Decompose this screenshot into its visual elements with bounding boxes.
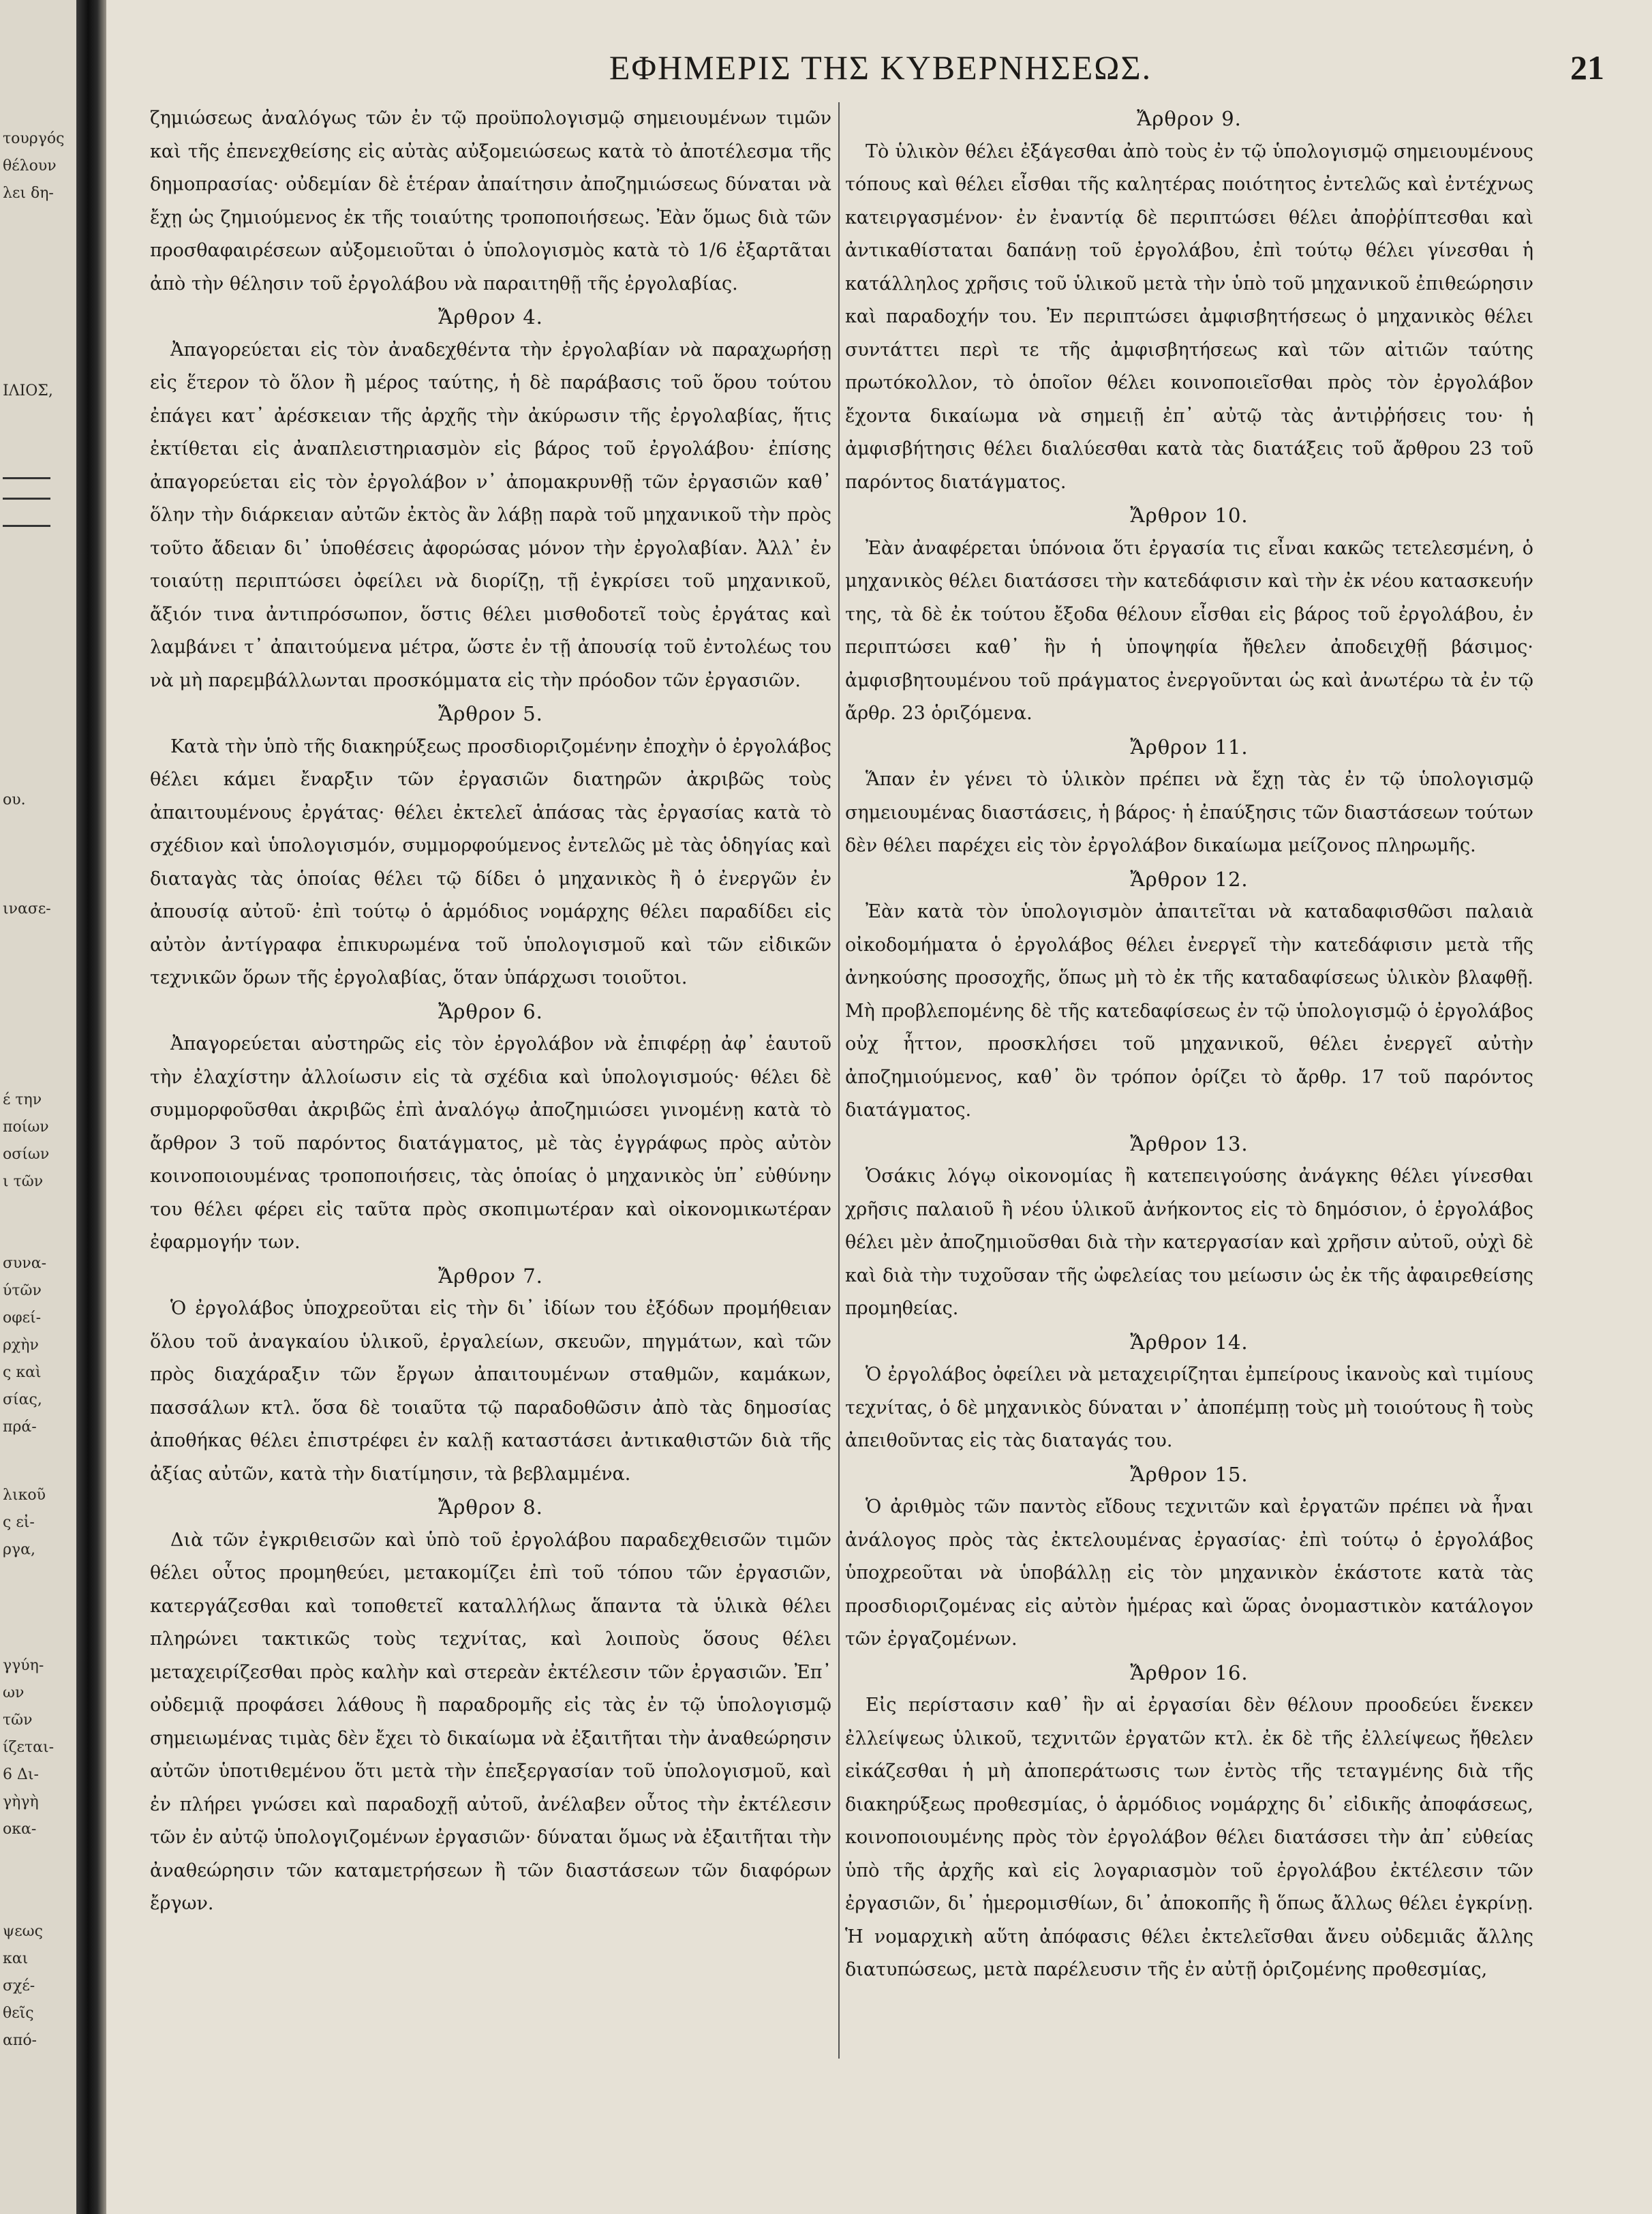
- left-articles: [150, 301, 831, 1921]
- article-text: Ἀπαγορεύεται εἰς τὸν ἀναδεχθέντα τὴν ἐργολαβίαν νὰ παραχωρήσῃ εἰς ἕτερον τὸ ὅλον ἢ μέρος ταύτης, ἡ δὲ παράβασις τοῦ ὅρου τούτου ἐπάγει κατ᾽ ἀρέσκειαν τῆς ἀρχῆς τὴν ἀκύρωσιν τῆς ἐργολαβίας, ἥτις ἐκτίθεται εἰς ἀναπλειστηριασμὸν εἰς βάρος τοῦ ἐργολάβου· ἐπίσης ἀπαγορεύεται εἰς τὸν ἐργολάβον ν᾽ ἀπομακρυνθῇ τῶν ἐργασιῶν καθ᾽ ὅλην τὴν διάρκειαν αὐτῶν ἐκτὸς ἂν λάβῃ παρὰ τοῦ μηχανικοῦ τὴν πρὸς τοῦτο ἄδειαν δι᾽ ὑποθέσεις ἀφορώσας μόνον τὴν ἐργολαβίαν. Ἀλλ᾽ ἐν τοιαύτῃ περιπτώσει ὀφείλει νὰ διορίζῃ, τῇ ἐγκρίσει τοῦ μηχανικοῦ, ἄξιόν τινα ἀντιπρόσωπον, ὅστις θέλει μισθοδοτεῖ τοὺς ἐργάτας καὶ λαμβάνει τ᾽ ἀπαιτούμενα μέτρα, ὥστε ἐν τῇ ἀπουσίᾳ τοῦ ἐντολέως του νὰ μὴ παρεμβάλλωνται προσκόμματα εἰς τὴν πρόοδον τῶν ἐργασιῶν.: [150, 339, 831, 691]
- article-text: Ἐὰν ἀναφέρεται ὑπόνοια ὅτι ἐργασία τις εἶναι κακῶς τετελεσμένη, ὁ μηχανικὸς θέλει διατάσσει τὴν κατεδάφισιν καὶ τὴν ἐκ νέου κατασκευήν της, τὰ δὲ ἐκ τούτου ἔξοδα θέλουν εἶσθαι εἰς βάρος τοῦ ἐργολάβου, ἐν περιπτώσει καθ᾽ ἣν ἡ ὑποψηφία ἤθελεν ἀποδειχθῇ βάσιμος· ἀμφισβητουμένου τοῦ πράγματος ἐνεργοῦνται ὡς καὶ ἀνωτέρω τὰ ἐν τῷ ἄρθρ. 23 ὁριζόμενα.: [845, 537, 1533, 724]
- right-articles: [845, 102, 1533, 1987]
- gutter-fragment: θεῖς: [3, 2005, 34, 2022]
- gutter-fragment: και: [3, 1950, 29, 1967]
- gutter-fragment: γὴγὴ: [3, 1793, 39, 1810]
- gutter-fragment: ύτῶν: [3, 1282, 42, 1299]
- gutter-fragment: ίζεται-: [3, 1739, 55, 1756]
- gutter-fragment: λει δη-: [3, 185, 54, 202]
- article-text: Διὰ τῶν ἐγκριθεισῶν καὶ ὑπὸ τοῦ ἐργολάβου παραδεχθεισῶν τιμῶν θέλει οὗτος προμηθεύει, μετακομίζει ἐπὶ τοῦ τόπου τῶν ἐργασιῶν, κατεργάζεσθαι καὶ τοποθετεῖ καταλλήλως ἅπαντα τὰ ὑλικὰ θέλει πληρώνει τακτικῶς τοὺς τεχνίτας, καὶ λοιποὺς ὅσους θέλει μεταχειρίζεσθαι πρὸς καλὴν καὶ στερεὰν ἐκτέλεσιν τῶν ἐργασιῶν. Ἐπ᾽ οὐδεμιᾷ προφάσει λάθους ἢ παραδρομῆς εἰς τὰς ἐν τῷ ὑπολογισμῷ σημειωμένας τιμὰς δὲν ἔχει τὸ δικαίωμα νὰ ἐξαιτῆται τὴν ἀναθεώρησιν αὐτῶν ὑποτιθεμένου ὅτι μετὰ τὴν ἐπεξεργασίαν τοῦ ὑπολογισμοῦ, καὶ ἐν πλήρει γνώσει καὶ παραδοχῇ αὐτοῦ, ἀνέλαβεν οὗτος τὴν ἐκτέλεσιν τῶν ἐν αὐτῷ ὑπολογιζομένων ἐργασιῶν· δύναται ὅμως νὰ ἐξαιτῆται τὴν ἀναθεώρησιν τῶν καταμετρήσεων ἢ τῶν διαστάσεων τῶν διαφόρων ἔργων.: [150, 1529, 831, 1914]
- left-column: [150, 102, 831, 1921]
- article-heading: Ἄρθρον 8.: [438, 1496, 543, 1519]
- gutter-fragment: ρχὴν: [3, 1337, 39, 1354]
- gutter-fragment: ς καὶ: [3, 1364, 42, 1381]
- article-heading: Ἄρθρον 5.: [438, 702, 543, 725]
- gutter-fragment: ψεως: [3, 1923, 43, 1940]
- article-heading: Ἄρθρον 14.: [1130, 1330, 1249, 1354]
- gutter-fragment: ργα,: [3, 1541, 35, 1558]
- newspaper-page: [109, 0, 1652, 2214]
- article-heading: Ἄρθρον 4.: [438, 305, 543, 329]
- gutter-rule: [3, 477, 50, 479]
- page-header: [109, 48, 1652, 95]
- article-heading: Ἄρθρον 6.: [438, 999, 543, 1023]
- gutter-fragment: ινασε-: [3, 900, 51, 918]
- article-text: Τὸ ὑλικὸν θέλει ἐξάγεσθαι ἀπὸ τοὺς ἐν τῷ ὑπολογισμῷ σημειουμένους τόπους καὶ θέλει εἶσθαι τῆς καλητέρας ποιότητος ἐντελῶς καὶ ἐντέχνως κατειργασμένον· ἐν ἐναντίᾳ δὲ περιπτώσει θέλει ἀποῤῥίπτεσθαι καὶ ἀντικαθίσταται δαπάνῃ τοῦ ἐργολάβου, ἐπὶ τούτῳ θέλει γίνεσθαι ἡ κατάλληλος χρῆσις τοῦ ὑλικοῦ μετὰ τὴν ὑπὸ τοῦ μηχανικοῦ ἐπιθεώρησιν καὶ παραδοχήν του. Ἐν περιπτώσει ἀμφισβητήσεως ὁ μηχανικὸς θέλει συντάττει περὶ τε τῆς ἀμφισβητήσεως καὶ τῶν αἰτιῶν ταύτης πρωτόκολλον, τὸ ὁποῖον θέλει κοινοποιεῖσθαι πρὸς τὸν ἐργολάβον ἔχοντα δικαίωμα νὰ σημειῇ ἐπ᾽ αὐτῷ τὰς ἀντιῤῥήσεις του· ἡ ἀμφισβήτησις θέλει διαλύεσθαι κατὰ τὰς διατάξεις τοῦ ἄρθρου 23 τοῦ παρόντος διατάγματος.: [845, 140, 1533, 493]
- gutter-fragment: οκα-: [3, 1821, 37, 1838]
- gutter-rule: [3, 525, 50, 527]
- article-text: Ἐὰν κατὰ τὸν ὑπολογισμὸν ἀπαιτεῖται νὰ καταδαφισθῶσι παλαιὰ οἰκοδομήματα ὁ ἐργολάβος θέλει ἐνεργεῖ τὴν κατεδάφισιν μετὰ τῆς ἀνηκούσης προσοχῆς, ὅπως μὴ τὸ ἐκ τῆς καταδαφίσεως ὑλικὸν βλαφθῇ. Μὴ προβλεπομένης δὲ τῆς κατεδαφίσεως ἐν τῷ ὑπολογισμῷ ὁ ἐργολάβος οὐχ ἧττον, προσκλήσει τοῦ μηχανικοῦ, θέλει ἐνεργεῖ αὐτὴν ἀποζημιούμενος, καθ᾽ ὃν τρόπον ὁρίζει τὸ ἄρθρ. 17 τοῦ παρόντος διατάγματος.: [845, 901, 1533, 1121]
- gutter-fragment: ς εἰ-: [3, 1514, 35, 1531]
- article-heading: Ἄρθρον 9.: [1137, 107, 1242, 130]
- article-text: Κατὰ τὴν ὑπὸ τῆς διακηρύξεως προσδιοριζομένην ἐποχὴν ὁ ἐργολάβος θέλει κάμει ἔναρξιν τῶν ἐργασιῶν διατηρῶν ἀκριβῶς τοὺς ἀπαιτουμένους ἐργάτας· θέλει ἐκτελεῖ ἁπάσας τὰς ἐργασίας κατὰ τὸ σχέδιον καὶ ὑπολογισμόν, συμμορφούμενος ἐντελῶς μὲ τὰς ὁδηγίας καὶ διαταγὰς τὰς ὁποίας θέλει τῷ δίδει ὁ μηχανικὸς ἢ ὁ ἐνεργῶν ἐν ἀπουσίᾳ αὐτοῦ· ἐπὶ τούτῳ ὁ ἁρμόδιος νομάρχης θέλει παραδίδει εἰς αὐτὸν ἀντίγραφα ἐπικυρωμένα τοῦ ὑπολογισμοῦ καὶ τῶν εἰδικῶν τεχνικῶν ὅρων τῆς ἐργολαβίας, ὅταν ὑπάρχωσι τοιοῦτοι.: [150, 736, 831, 988]
- gutter-fragment: σίας,: [3, 1391, 42, 1408]
- gutter-fragment: οσίων: [3, 1146, 50, 1163]
- gutter-fragment: ποίων: [3, 1119, 49, 1136]
- gutter-fragment: οφεί-: [3, 1309, 42, 1326]
- right-column: [845, 102, 1533, 1987]
- page-number: 21: [1570, 48, 1604, 87]
- article-text: Ὁσάκις λόγῳ οἰκονομίας ἢ κατεπειγούσης ἀνάγκης θέλει γίνεσθαι χρῆσις παλαιοῦ ἢ νέου ὑλικοῦ ἀνήκοντος εἰς τὸ δημόσιον, ὁ ἐργολάβος θέλει μὲν ἀποζημιοῦσθαι διὰ τὴν κατεργασίαν καὶ χρῆσιν αὐτοῦ, οὐχὶ δὲ καὶ διὰ τὴν τυχοῦσαν τῆς ὠφελείας του μείωσιν ὡς ἐκ τῆς ἀφαιρεθείσης προμηθείας.: [845, 1166, 1533, 1319]
- gutter-fragment: γγύη-: [3, 1657, 44, 1674]
- gutter-fragment: 6 Δι-: [3, 1766, 39, 1783]
- article-heading: Ἄρθρον 11.: [1130, 735, 1249, 759]
- gutter-fragment: σχέ-: [3, 1977, 35, 1995]
- gutter-fragment: πρά-: [3, 1419, 37, 1436]
- article-heading: Ἄρθρον 12.: [1130, 867, 1249, 891]
- gutter-fragment: από-: [3, 2032, 37, 2049]
- gutter-fragment: ΙΛΙΟΣ,: [3, 382, 53, 399]
- gutter-fragment: λικοῦ: [3, 1487, 46, 1504]
- gutter-fragment: τῶν: [3, 1712, 33, 1729]
- book-spine-shadow: [76, 0, 106, 2214]
- facing-page-gutter: [0, 0, 82, 2214]
- article-heading: Ἄρθρον 10.: [1130, 504, 1249, 527]
- article-heading: Ἄρθρον 7.: [438, 1264, 543, 1288]
- gutter-fragment: ων: [3, 1684, 25, 1701]
- gutter-fragment: έ την: [3, 1091, 42, 1108]
- gutter-rule: [3, 498, 50, 500]
- gutter-fragment: τουργός: [3, 130, 65, 147]
- article-text: Ὁ ἀριθμὸς τῶν παντὸς εἴδους τεχνιτῶν καὶ ἐργατῶν πρέπει νὰ ἦναι ἀνάλογος πρὸς τὰς ἐκτελουμένας ἐργασίας· ἐπὶ τούτῳ ὁ ἐργολάβος ὑποχρεοῦται νὰ ὑποβάλλῃ εἰς τὸν μηχανικὸν ἑκάστοτε κατὰ τὰς προσδιοριζομένας εἰς αὐτὸν ἡμέρας καὶ ὥρας ὀνομαστικὸν κατάλογον τῶν ἐργαζομένων.: [845, 1496, 1533, 1650]
- article-heading: Ἄρθρον 16.: [1130, 1660, 1249, 1684]
- running-title: ΕΦΗΜΕΡΙΣ ΤΗΣ ΚΥΒΕΡΝΗΣΕΩΣ.: [609, 48, 1152, 87]
- column-divider: [838, 102, 840, 2059]
- article-text: Ἀπαγορεύεται αὐστηρῶς εἰς τὸν ἐργολάβον νὰ ἐπιφέρῃ ἀφ᾽ ἑαυτοῦ τὴν ἐλαχίστην ἀλλοίωσιν εἰς τὰ σχέδια καὶ ὑπολογισμούς· θέλει δὲ συμμορφοῦσθαι ἀκριβῶς ἐπὶ ἀναλόγῳ ἀποζημιώσει γινομένῃ κατὰ τὸ ἄρθρον 3 τοῦ παρόντος διατάγματος, μὲ τὰς ἐγγράφως πρὸς αὐτὸν κοινοποιουμένας τροποποιήσεις, τὰς ὁποίας ὁ μηχανικὸς ὑπ᾽ εὐθύνην του θέλει φέρει εἰς ταῦτα πρὸς σκοπιμωτέραν καὶ οἰκονομικωτέραν ἐφαρμογήν των.: [150, 1033, 831, 1253]
- article-text: Εἰς περίστασιν καθ᾽ ἣν αἱ ἐργασίαι δὲν θέλουν προοδεύει ἕνεκεν ἐλλείψεως ὑλικοῦ, τεχνιτῶν ἐργατῶν κτλ. ἐκ δὲ τῆς ἐλλείψεως ἤθελεν εἰκάζεσθαι ἡ μὴ ἀποπεράτωσις των ἐντὸς τῆς τεταγμένης διὰ τῆς διακηρύξεως προθεσμίας, ὁ ἁρμόδιος νομάρχης δι᾽ εἰδικῆς ἀποφάσεως, κοινοποιουμένης πρὸς τὸν ἐργολάβον θέλει διατάσσει τὴν ἀπ᾽ εὐθείας ὑπὸ τῆς ἀρχῆς καὶ εἰς λογαριασμὸν τοῦ ἐργολάβου ἐκτέλεσιν τῶν ἐργασιῶν, δι᾽ ἡμερομισθίων, δι᾽ ἀποκοπῆς ἢ ὅπως ἄλλως θέλει ἐγκρίνῃ. Ἡ νομαρχικὴ αὕτη ἀπόφασις θέλει ἐκτελεῖσθαι ἄνευ οὐδεμιᾶς ἄλλης διατυπώσεως, μετὰ παρέλευσιν τῆς ἐν αὐτῇ ὁριζομένης προθεσμίας,: [845, 1695, 1533, 1980]
- article-heading: Ἄρθρον 15.: [1130, 1462, 1249, 1486]
- gutter-fragment: θέλουν: [3, 157, 57, 175]
- gutter-fragment: συνα-: [3, 1255, 47, 1272]
- article-text: Ὁ ἐργολάβος ὑποχρεοῦται εἰς τὴν δι᾽ ἰδίων του ἐξόδων προμήθειαν ὅλου τοῦ ἀναγκαίου ὑλικοῦ, ἐργαλείων, σκευῶν, πηγμάτων, καὶ τῶν πρὸς διαχάραξιν τῶν ἔργων ἀπαιτουμένων σταθμῶν, καμάκων, πασσάλων κτλ. ὅσα δὲ τοιαῦτα τῷ παραδοθῶσιν ἀπὸ τὰς δημοσίας ἀποθήκας θέλει ἐπιστρέφει ἐν καλῇ καταστάσει ἀντικαθιστῶν διὰ τῆς ἀξίας αὐτῶν, κατὰ τὴν διατίμησιν, τὰ βεβλαμμένα.: [150, 1298, 831, 1485]
- gutter-fragment: ου.: [3, 791, 26, 808]
- article-text: Ἅπαν ἐν γένει τὸ ὑλικὸν πρέπει νὰ ἔχῃ τὰς ἐν τῷ ὑπολογισμῷ σημειουμένας διαστάσεις, ἡ βάρος· ἡ ἐπαύξησις τῶν διαστάσεων τούτων δὲν θέλει παρέχει εἰς τὸν ἐργολάβον δικαίωμα μείζονος πληρωμῆς.: [845, 769, 1533, 856]
- left-column-intro: ζημιώσεως ἀναλόγως τῶν ἐν τῷ προϋπολογισμῷ σημειουμένων τιμῶν καὶ τῆς ἐπενεχθείσης εἰς αὐτὰς αὐξομειώσεως κατὰ τὸ ἀποτέλεσμα τῆς δημοπρασίας· οὐδεμίαν δὲ ἑτέραν ἀπαίτησιν ἀποζημιώσεως δύναται νὰ ἔχῃ ὡς ζημιούμενος ἐκ τῆς τοιαύτης τροποποιήσεως. Ἐὰν ὅμως διὰ τῶν προσθαφαιρέσεων αὐξομειοῦται ὁ ὑπολογισμὸς κατὰ τὸ 1/6 ἐξαρτᾶται ἀπὸ τὴν θέλησιν τοῦ ἐργολάβου νὰ παραιτηθῇ τῆς ἐργολαβίας.: [150, 108, 831, 294]
- gutter-fragment: ι τῶν: [3, 1173, 44, 1190]
- article-heading: Ἄρθρον 13.: [1130, 1132, 1249, 1155]
- article-text: Ὁ ἐργολάβος ὀφείλει νὰ μεταχειρίζηται ἐμπείρους ἱκανοὺς καὶ τιμίους τεχνίτας, ὁ δὲ μηχανικὸς δύναται ν᾽ ἀποπέμπῃ τοὺς μὴ τοιούτους ἢ τοὺς ἀπειθοῦντας εἰς τὰς διαταγάς του.: [845, 1364, 1533, 1451]
